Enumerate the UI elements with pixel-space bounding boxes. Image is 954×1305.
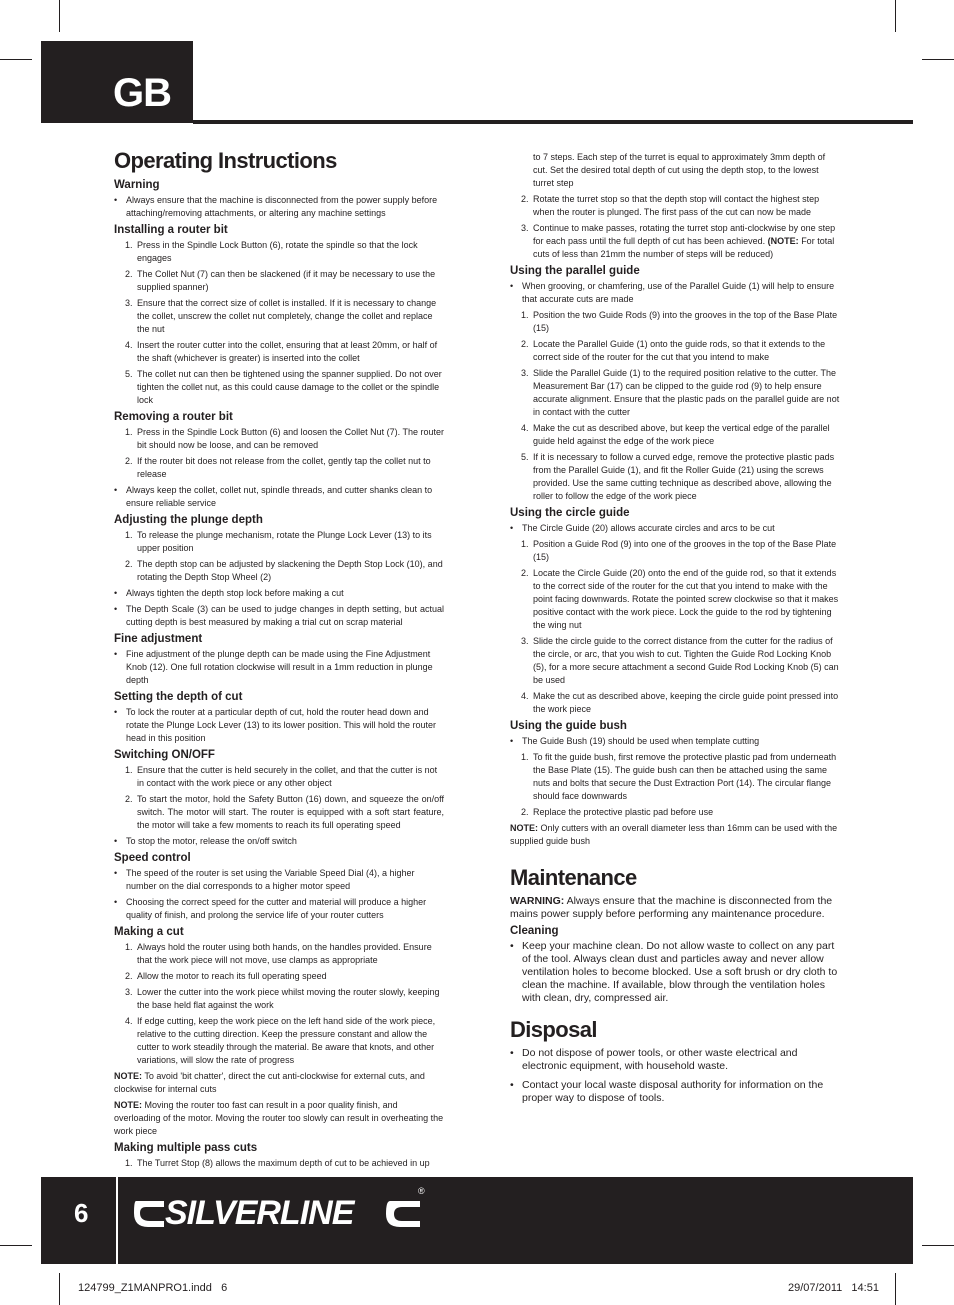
list-item: 2. If the router bit does not release from the collet, gently tap the collet nut to release (125, 456, 431, 479)
maintenance-warning: WARNING: Always ensure that the machine is disconnected from the mains power supply before performing any maintenance procedure. (510, 895, 833, 920)
list-item: 2. The depth stop can be adjusted by slackening the Depth Stop Lock (10), and rotating the Depth Stop Wheel (2) (125, 559, 443, 582)
numbered-list (114, 239, 444, 407)
numbered-list (114, 426, 444, 481)
list-item: 4. If edge cutting, keep the work piece on the left hand side of the work piece, relative to the cutting direction. Keep the pressure constant and allow the cutter to work steadily through the material. Be aware that knots, and other variations, will slow the rate of progress (125, 1016, 436, 1065)
crop-mark (922, 1245, 954, 1246)
list-item: • Always tighten the depth stop lock before making a cut (114, 587, 444, 600)
crop-mark (59, 1273, 60, 1305)
list-item: • To stop the motor, release the on/off switch (114, 835, 444, 848)
section-heading: Making a cut (114, 926, 184, 938)
list-item: • Always keep the collet, collet nut, spindle threads, and cutter shanks clean to ensure reliable service (114, 484, 444, 510)
note: NOTE: Moving the router too fast can result in a poor quality finish, and overloading of the motor. Moving the router too slowly can result in overheating the work piece (114, 1100, 444, 1136)
crop-mark (922, 59, 954, 60)
slug-filename: 124799_Z1MANPRO1.indd 6 (78, 1282, 228, 1294)
list-item: 1. Position the two Guide Rods (9) into the grooves in the top of the Base Plate (15) (521, 310, 838, 333)
bullet-list (114, 867, 444, 922)
list-item: • Keep your machine clean. Do not allow waste to collect on any part of the tool. Always clean dust and particles away and never allow ventilation holes to become blocked. Use a soft brush or dry cloth to clean the machine. If available, blow through the ventilation holes with clean, dry, compressed air. (510, 940, 840, 1005)
bullet-list (510, 735, 840, 748)
list-item: • Always ensure that the machine is disconnected from the power supply before attaching/removing attachments, or altering any machine settings (114, 194, 444, 220)
list-item: 2. To start the motor, hold the Safety Button (16) down, and squeeze the on/off switch. The motor will start. The router is equipped with a soft start feature, the motor will take a few moments to reach its full operating speed (125, 794, 444, 830)
section-heading: Making multiple pass cuts (114, 1142, 258, 1154)
bullet-list (510, 940, 840, 1005)
disposal-title: Disposal (510, 1017, 597, 1042)
bullet-list (510, 280, 840, 306)
list-item: 2. Locate the Circle Guide (20) onto the end of the guide rod, so that it extends to the correct side of the router for the cut that you intend to make with the point facing downwards. Rotate the pointed screw clockwise so that it makes positive contact with the work piece. Lock the guide to the rod by tightening the wing nut (521, 568, 839, 630)
list-item: • The Circle Guide (20) allows accurate circles and arcs to be cut (510, 522, 840, 535)
section-heading: Installing a router bit (114, 224, 228, 236)
numbered-list (510, 538, 840, 716)
crop-mark (59, 0, 60, 32)
list-item: • The Guide Bush (19) should be used when template cutting (510, 735, 840, 748)
list-item: • When grooving, or chamfering, use of the Parallel Guide (1) will help to ensure that accurate cuts are made (510, 280, 840, 306)
list-item: 4. Make the cut as described above, but keep the vertical edge of the parallel guide held against the edge of the work piece (521, 423, 830, 446)
section-heading: Removing a router bit (114, 411, 233, 423)
section-heading: Setting the depth of cut (114, 691, 243, 703)
footer-divider (116, 1177, 118, 1264)
bullet-list (114, 648, 444, 687)
numbered-list (114, 941, 444, 1067)
right-column (510, 151, 840, 1111)
header-rule (193, 120, 913, 124)
list-item: 1. The Turret Stop (8) allows the maximum depth of cut to be achieved in up (125, 1158, 430, 1168)
list-item: 2. Allow the motor to reach its full operating speed (125, 971, 327, 981)
left-column (114, 148, 444, 1173)
list-item: 2. Locate the Parallel Guide (1) onto the guide rods, so that it extends to the correct side of the router for the cut that you intend to make (521, 339, 826, 362)
list-item: 1. To fit the guide bush, first remove the protective plastic pad from underneath the Base Plate (15). The guide bush can then be attached using the same nuts and bolts that secure the Dust Extraction Port (14). The circular flange should face downwards (521, 752, 837, 801)
section-heading: Using the circle guide (510, 507, 630, 519)
crop-mark (895, 1273, 896, 1305)
numbered-list (114, 1157, 444, 1170)
numbered-list (510, 309, 840, 503)
list-item: 2. Rotate the turret stop so that the depth stop will contact the highest step when the router is plunged. The first pass of the cut can now be made (521, 194, 820, 217)
list-item: 1. Press in the Spindle Lock Button (6), rotate the spindle so that the lock engages (125, 240, 418, 263)
crop-mark (0, 1245, 32, 1246)
bullet-list (510, 522, 840, 535)
list-item: • Fine adjustment of the plunge depth can be made using the Fine Adjustment Knob (12). One full rotation clockwise will result in a 1mm reduction in plunge depth (114, 648, 444, 687)
bullet-list (114, 835, 444, 848)
list-item: 1. Ensure that the cutter is held securely in the collet, and that the cutter is not in contact with the work piece or any other object (125, 765, 438, 788)
list-item: 1. Position a Guide Rod (9) into one of the grooves in the top of the Base Plate (15) (521, 539, 837, 562)
page-title: Operating Instructions (114, 148, 337, 173)
list-item: • Choosing the correct speed for the cutter and material will produce a higher quality of finish, and prolong the service life of your router cutters (114, 896, 444, 922)
bullet-list (510, 1047, 840, 1105)
list-item: • Contact your local waste disposal authority for information on the proper way to dispose of tools. (510, 1079, 840, 1105)
list-item: 1. Press in the Spindle Lock Button (6) and loosen the Collet Nut (7). The router bit should now be loose, and can be removed (125, 427, 445, 450)
registered-mark: ® (418, 1186, 425, 1196)
list-item: 3. Lower the cutter into the work piece whilst moving the router slowly, keeping the base held flat against the work (125, 987, 440, 1010)
list-item: 5. If it is necessary to follow a curved edge, remove the protective plastic pads from the Parallel Guide (1), and fit the Roller Guide (21) using the screws provided. Use the same cutting technique as described above, allowing the roller to follow the edge of the work piece (521, 452, 835, 501)
section-heading: Fine adjustment (114, 633, 203, 645)
list-item: 4. Make the cut as described above, keeping the circle guide point pressed into the work piece (521, 691, 839, 714)
note: NOTE: To avoid 'bit chatter', direct the cut anti-clockwise for external cuts, and clockwise for internal cuts (114, 1071, 425, 1094)
section-heading: Using the parallel guide (510, 265, 640, 277)
language-tab: GB (41, 41, 193, 123)
list-item: • The Depth Scale (3) can be used to judge changes in depth setting, but actual cutting depth is best measured by making a trial cut on scrap material (114, 603, 444, 629)
numbered-list (114, 764, 444, 832)
list-item: 4. Insert the router cutter into the collet, ensuring that at least 20mm, or half of the shaft (whichever is greater) is inserted into the collet (125, 340, 438, 363)
list-item: 1. Always hold the router using both hands, on the handles provided. Ensure that the work piece will not move, use clamps as appropriate (125, 942, 432, 965)
bullet-list (114, 587, 444, 629)
section-heading: Switching ON/OFF (114, 749, 215, 761)
bullet-list (114, 484, 444, 510)
section-heading: Using the guide bush (510, 720, 627, 732)
section-heading: Cleaning (510, 925, 559, 937)
crop-mark (0, 59, 32, 60)
list-item: • The speed of the router is set using the Variable Speed Dial (4), a higher number on the dial corresponds to a higher motor speed (114, 867, 444, 893)
list-item: 3. Slide the circle guide to the correct distance from the cutter for the radius of the circle, or arc, that you wish to cut. Tighten the Guide Rod Locking Knob (5), for a more secure attachment a second Guide Rod Locking Knob (5) can be used (521, 636, 839, 685)
bullet-list (114, 194, 444, 220)
crop-mark (895, 0, 896, 32)
list-item: 1. To release the plunge mechanism, rotate the Plunge Lock Lever (13) to its upper position (125, 530, 432, 553)
continued-text: to 7 steps. Each step of the turret is equal to approximately 3mm depth of cut. Set the desired total depth of cut using the depth stop, to the lowest turret step (533, 152, 826, 188)
numbered-list (510, 751, 840, 819)
list-item: 2. The Collet Nut (7) can then be slackened (if it may be necessary to use the supplied spanner) (125, 269, 436, 292)
list-item: 5. The collet nut can then be tightened using the spanner supplied. Do not over tighten the collet nut, as this could cause damage to the collet or the spindle lock (125, 369, 442, 405)
bullet-list (114, 706, 444, 745)
slug-datetime: 29/07/2011 14:51 (788, 1282, 879, 1294)
numbered-list (510, 193, 840, 261)
section-heading: Warning (114, 179, 160, 191)
list-item: 2. Replace the protective plastic pad before use (521, 807, 714, 817)
list-item: 3. Ensure that the correct size of collet is installed. If it is necessary to change the collet, unscrew the collet nut completely, change the collet and replace the nut (125, 298, 437, 334)
list-item: 3. Slide the Parallel Guide (1) to the required position relative to the cutter. The Measurement Bar (17) can be clipped to the guide rod (9) to help ensure accurate alignment. Ensure that the plastic pads on the parallel guide are not in contact with the cutter (521, 368, 840, 417)
section-heading: Adjusting the plunge depth (114, 514, 263, 526)
maintenance-title: Maintenance (510, 865, 637, 890)
page-number: 6 (74, 1198, 89, 1228)
numbered-list (114, 529, 444, 584)
list-item: • Do not dispose of power tools, or other waste electrical and electronic equipment, with household waste. (510, 1047, 840, 1073)
brand-wordmark: SILVERLINE (165, 1194, 354, 1232)
list-item: 3. Continue to make passes, rotating the turret stop anti-clockwise by one step for each pass until the full depth of cut has been achieved. (NOTE: For total cuts of less than 21mm the number of steps will be reduced) (521, 223, 836, 259)
note: NOTE: Only cutters with an overall diameter less than 16mm can be used with the supplied guide bush (510, 823, 838, 846)
list-item: • To lock the router at a particular depth of cut, hold the router head down and rotate the Plunge Lock Lever (13) to its lower position. This will hold the router head in this position (114, 706, 444, 745)
section-heading: Speed control (114, 852, 191, 864)
